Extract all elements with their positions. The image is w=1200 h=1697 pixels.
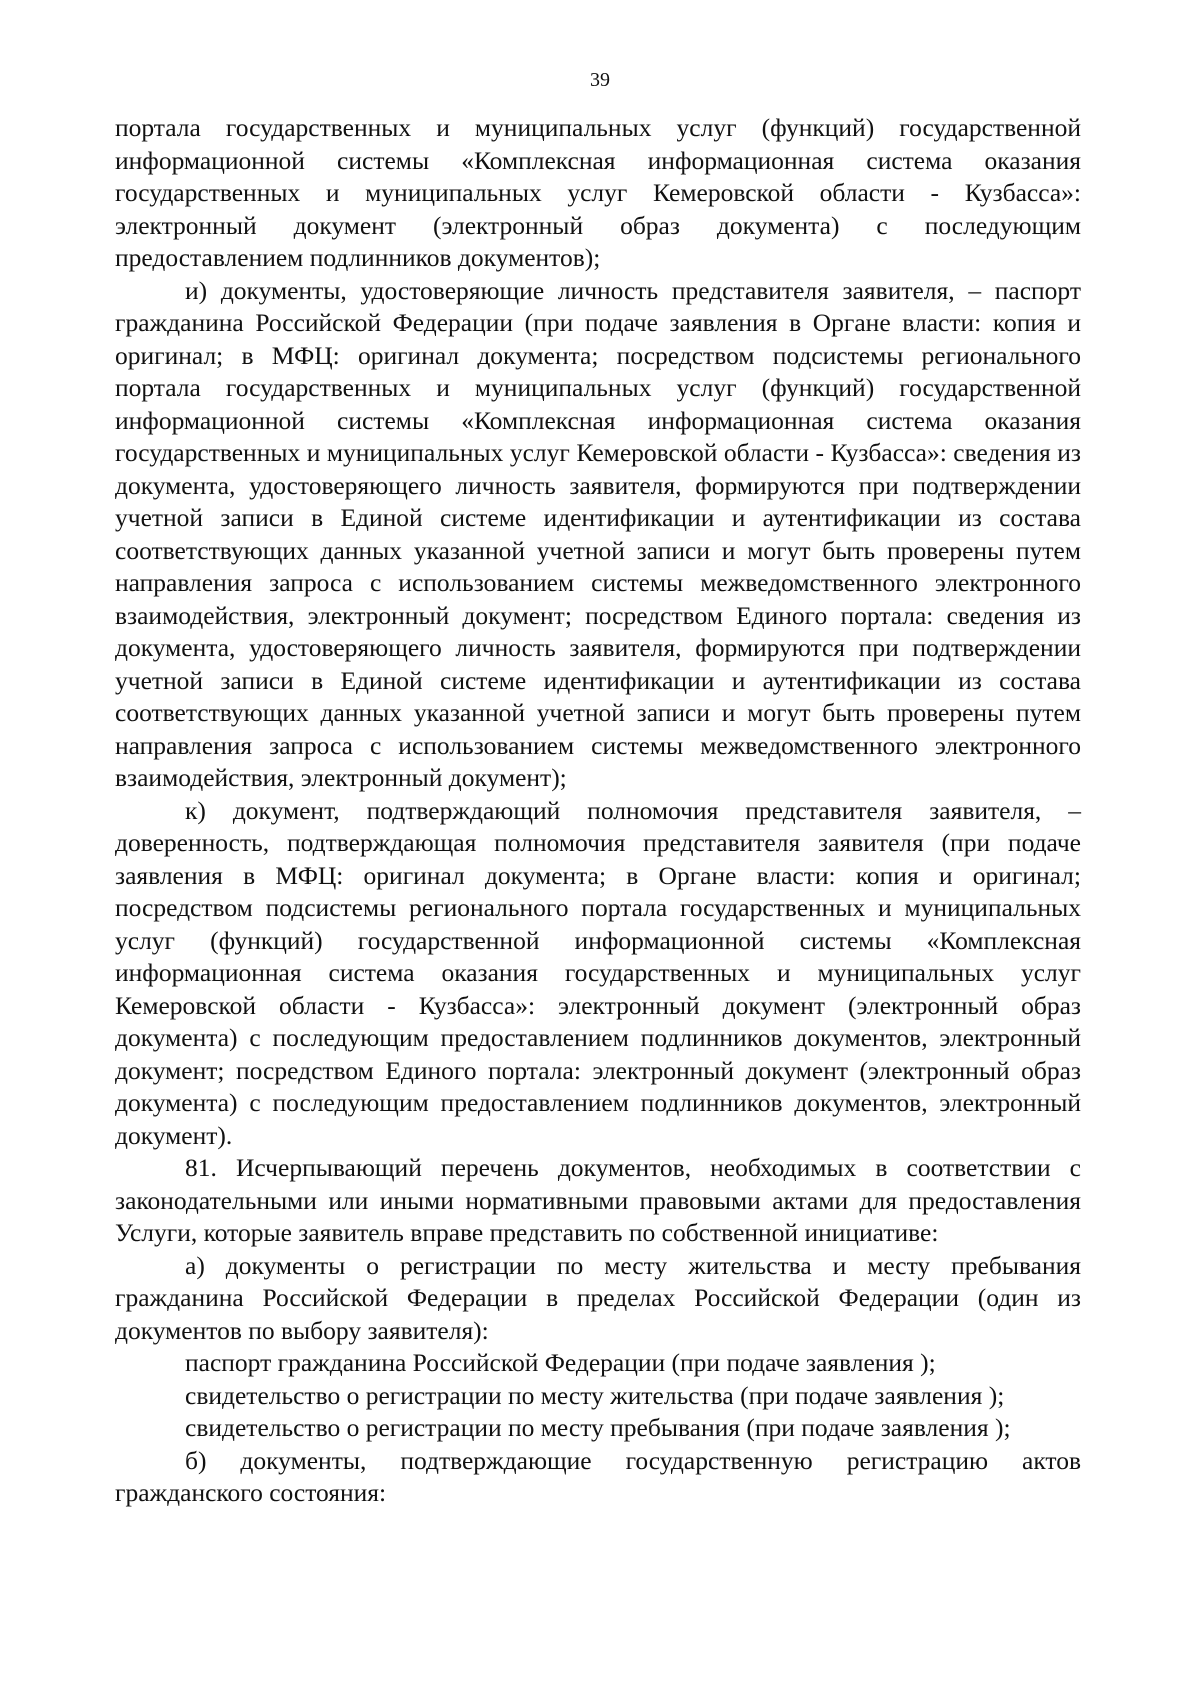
list-item-residence-certificate: свидетельство о регистрации по месту жительства (при подаче заявления ); — [185, 1380, 1005, 1410]
paragraph-item-k: к) документ, подтверждающий полномочия представителя заявителя, – доверенность, подтверждающая полномочия представителя заявителя (при подаче заявления в МФЦ: оригинал документа; в Органе власти: копия и оригинал; посредством подсистемы регионального портала государственных и муниципальных услуг (функций) государственной информационной системы «Комплексная информационная система оказания государственных и муниципальных услуг Кемеровской области - Кузбасса»: электронный документ (электронный образ документа) с последующим предоставлением подлинников документов, электронный документ; посредством Единого портала: электронный документ (электронный образ документа) с последующим предоставлением подлинников документов, электронный документ). — [115, 795, 1081, 1150]
paragraph-continuation: портала государственных и муниципальных услуг (функций) государственной информационной системы «Комплексная информационная система оказания государственных и муниципальных услуг Кемеровской области - Кузбасса»: электронный документ (электронный образ документа) с последующим предоставлением подлинников документов); — [115, 113, 1081, 272]
page-number: 39 — [590, 69, 610, 91]
list-item-stay-certificate: свидетельство о регистрации по месту пребывания (при подаче заявления ); — [185, 1413, 1011, 1442]
paragraph-item-b: б) документы, подтверждающие государственную регистрацию актов гражданского состояния: — [115, 1445, 1081, 1507]
list-item-passport: паспорт гражданина Российской Федерации (при подаче заявления ); — [185, 1348, 936, 1377]
document-body — [115, 112, 1081, 1510]
paragraph-81: 81. Исчерпывающий перечень документов, необходимых в соответствии с законодательными или иными нормативными правовыми актами для предоставления Услуги, которые заявитель вправе представить по собственной инициативе: — [115, 1153, 1081, 1247]
paragraph-item-a: а) документы о регистрации по месту жительства и месту пребывания гражданина Российской Федерации в пределах Российской Федерации (один из документов по выбору заявителя): — [115, 1250, 1081, 1345]
paragraph-item-i: и) документы, удостоверяющие личность представителя заявителя, – паспорт гражданина Российской Федерации (при подаче заявления в Органе власти: копия и оригинал; в МФЦ: оригинал документа; посредством подсистемы регионального портала государственных и муниципальных услуг (функций) государственной информационной системы «Комплексная информационная система оказания государственных и муниципальных услуг Кемеровской области - Кузбасса»: сведения из документа, удостоверяющего личность заявителя, формируются при подтверждении учетной записи в Единой системе идентификации и аутентификации из состава соответствующих данных указанной учетной записи и могут быть проверены путем направления запроса с использованием системы межведомственного электронного взаимодействия, электронный документ; посредством Единого портала: сведения из документа, удостоверяющего личность заявителя, формируются при подтверждении учетной записи в Единой системе идентификации и аутентификации из состава соответствующих данных указанной учетной записи и могут быть проверены путем направления запроса с использованием системы межведомственного электронного взаимодействия, электронный документ); — [115, 275, 1081, 792]
